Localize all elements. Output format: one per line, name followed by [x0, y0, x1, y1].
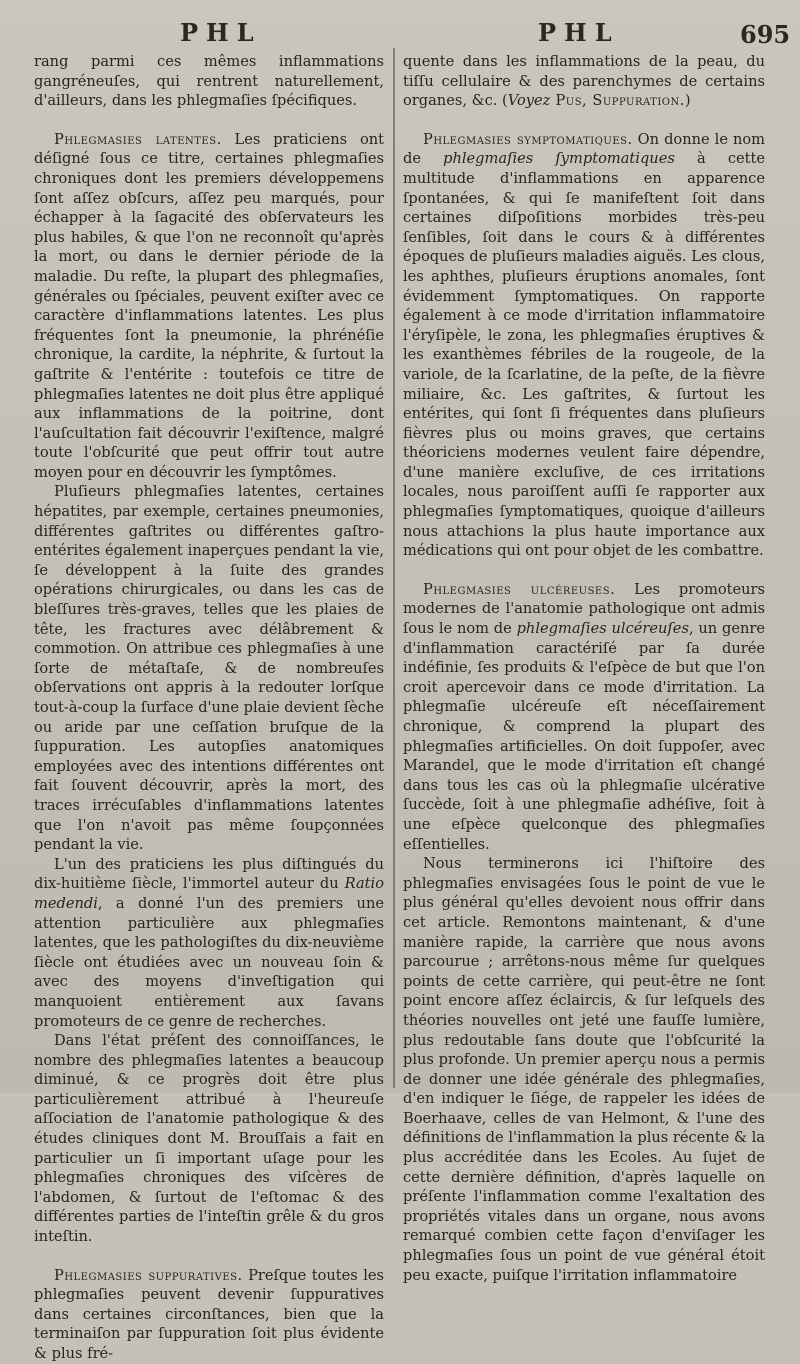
section-heading-symptomatiques: Phlegmasies symptomatiques.	[423, 130, 633, 148]
left-column	[34, 52, 384, 1364]
paragraph-continued: rang parmi ces mêmes inflammations gangréneuſes, qui rentrent naturellement, d'ailleurs, dans les phlegmaſies ſpécifiques.	[34, 53, 384, 110]
paragraph-latentes-text: Les praticiens ont déſigné ſous ce titre, certaines phlegmaſies chroniques dont les premiers développemens ſont aſſez obſcurs, aſſez peu marqués, pour échapper à la ſagacité des obſervateurs les plus habiles, & que l'on ne reconnoît qu'après la mort, ou dans le dernier période de la maladie. Du reſte, la plupart des phlegmaſies, générales ou ſpéciales, peuvent exiſter avec ce caractère d'inflammations latentes. Les plus fréquentes ſont la pneumonie, la phrénéſie chronique, la cardite, la néphrite, & ſurtout la gaſtrite & l'entérite : toutefois ce titre de phlegmaſies latentes ne doit plus être appliqué aux inflammations de la poitrine, dont l'auſcultation fait découvrir l'exiſtence, malgré toute l'obſcurité que peut offrir tout autre moyen pour en découvrir les ſymptômes.	[34, 130, 385, 481]
paragraph: L'un des praticiens les plus diſtingués du dix-huitième ſiècle, l'immortel auteur du Ratio medendi, a donné l'un des premiers une attention particulière aux phlegmaſies latentes, que les pathologiſtes du dix-neuvième ſiècle ont étudiées avec un nouveau ſoin & avec des moyens d'inveſtigation qui manquoient entièrement aux ſavans promoteurs de ce genre de recherches.	[34, 855, 384, 1030]
paragraph: Dans l'état préſent des connoiſſances, le nombre des phlegmaſies latentes a beaucoup diminué, & ce progrès doit être plus particulièrement attribué à l'heureuſe aſſociation de l'anatomie pathologique & des études cliniques dont M. Brouſſais a fait en particulier un ſi important uſage pour les phlegmaſies chroniques des viſcères de l'abdomen, & ſurtout de l'eſtomac & des différentes parties de l'inteſtin grêle & du gros inteſtin.	[34, 1032, 384, 1246]
paragraph-suppuratives: Phlegmasies suppuratives. Preſque toutes les phlegmaſies peuvent devenir ſuppuratives dans certaines circonſtances, bien que la terminaiſon par ſuppuration ſoit plus évidente & plus fré-	[34, 1266, 384, 1362]
paragraph-ulcereuses: Phlegmasies ulcéreuses. Les promoteurs modernes de l'anatomie pathologique ont admis ſous le nom de phlegmaſies ulcéreuſes, un genre d'inflammation caractériſé par ſa durée indéfinie, ſes produits & l'eſpèce de but que l'on croit apercevoir dans ce mode d'irritation. La phlegmaſie ulcéreuſe eſt néceſſairement chronique, & comprend la plupart des phlegmaſies artificielles. On doit ſuppoſer, avec Marandel, que le mode d'irritation eſt changé dans tous les cas où la phlegmaſie ulcérative ſuccède, ſoit à une phlegmaſie adhéſive, ſoit à une eſpèce quelconque des phlegmaſies eſſentielles.	[403, 580, 765, 853]
paragraph-continued: quente dans les inflammations de la peau, du tiſſu cellulaire & des parenchymes de certains organes, &c. (Voyez Pus, Suppuration.)	[403, 53, 765, 110]
paragraph-conclusion: Nous terminerons ici l'hiſtoire des phlegmaſies envisagées ſous le point de vue le plus général qu'elles devoient nous offrir dans cet article. Remontons maintenant, & d'une manière rapide, la carrière que nous avons parcourue ; arrêtons-nous même ſur quelques points de cette carrière, qui peut-être ne ſont point encore aſſez éclaircis, & ſur leſquels des théories nouvelles ont jeté une fauſſe lumière, plus redoutable ſans doute que l'obſcurité la plus profonde. Un premier aperçu nous a permis de donner une idée générale des phlegmaſies, d'en indiquer le ſiége, de rappeler les idées de Boerhaave, celles de van Helmont, & l'une des définitions de l'inflammation la plus récente & la plus accréditée dans les Ecoles. Au ſujet de cette dernière définition, d'après laquelle on préſente l'inflammation comme l'exaltation des propriétés vitales dans un organe, nous avons remarqué combien cette façon d'enviſager les phlegmaſies ſous un point de vue général étoit peu exacte, puiſque l'irritation inflammatoire	[403, 855, 765, 1284]
work-title: Ratio medendi	[34, 875, 384, 912]
running-head-left: PHL	[180, 18, 262, 47]
section-heading-suppuratives: Phlegmasies suppuratives.	[54, 1266, 243, 1284]
paragraph-latentes	[34, 130, 384, 483]
column-divider	[393, 48, 395, 1088]
page-number: 695	[740, 20, 791, 49]
right-column	[403, 52, 765, 1285]
cross-reference: Suppuration.	[592, 92, 685, 110]
section-heading-latentes: Phlegmasies latentes.	[54, 130, 222, 148]
running-head-right: PHL	[538, 18, 620, 47]
section-heading-ulcereuses: Phlegmasies ulcéreuses.	[423, 580, 616, 598]
paragraph-symptomatiques: Phlegmasies symptomatiques. On donne le nom de phlegmaſies ſymptomatiques à cette multitude d'inflammations en apparence ſpontanées, & qui ſe manifeſtent ſoit dans certaines diſpoſitions morbides très-peu ſenſibles, ſoit dans le cours & à différentes époques de pluſieurs maladies aiguës. Les clous, les aphthes, pluſieurs éruptions anomales, ſont évidemment ſymptomatiques. On rapporte également à ce mode d'irritation inflammatoire l'éryſipèle, le zona, les phlegmaſies éruptives & les exanthèmes fébriles de la rougeole, de la variole, de la ſcarlatine, de la peſte, de la fièvre miliaire, &c. Les gaſtrites, & ſurtout les entérites, qui ſont ſi fréquentes dans pluſieurs fièvres plus ou moins graves, que certains théoriciens modernes veulent faire dépendre, d'une manière excluſive, de ces irritations locales, nous paroiſſent auſſi ſe rapporter aux phlegmaſies ſymptomatiques, quoique d'ailleurs nous attachions la plus haute importance aux médications qui ont pour objet de les combattre.	[403, 130, 766, 560]
paragraph: Pluſieurs phlegmaſies latentes, certaines hépatites, par exemple, certaines pneumonies, différentes gaſtrites ou différentes gaſtro-entérites également inaperçues pendant la vie, ſe développent à la ſuite des grandes opérations chirurgicales, ou dans les cas de bleſſures très-graves, telles que les plaies de tête, les fractures avec délâbrement & commotion. On attribue ces phlegmaſies à une ſorte de métaſtaſe, & de nombreuſes obſervations ont appris à la redouter lorſque tout-à-coup la ſurface d'une plaie devient ſèche ou aride par une ceſſation bruſque de la ſuppuration. Les autopſies anatomiques employées avec des intentions différentes ont fait ſouvent découvrir, après la mort, des traces irrécuſables d'inflammations latentes que l'on n'avoit pas même ſoupçonnées pendant la vie.	[34, 483, 384, 854]
